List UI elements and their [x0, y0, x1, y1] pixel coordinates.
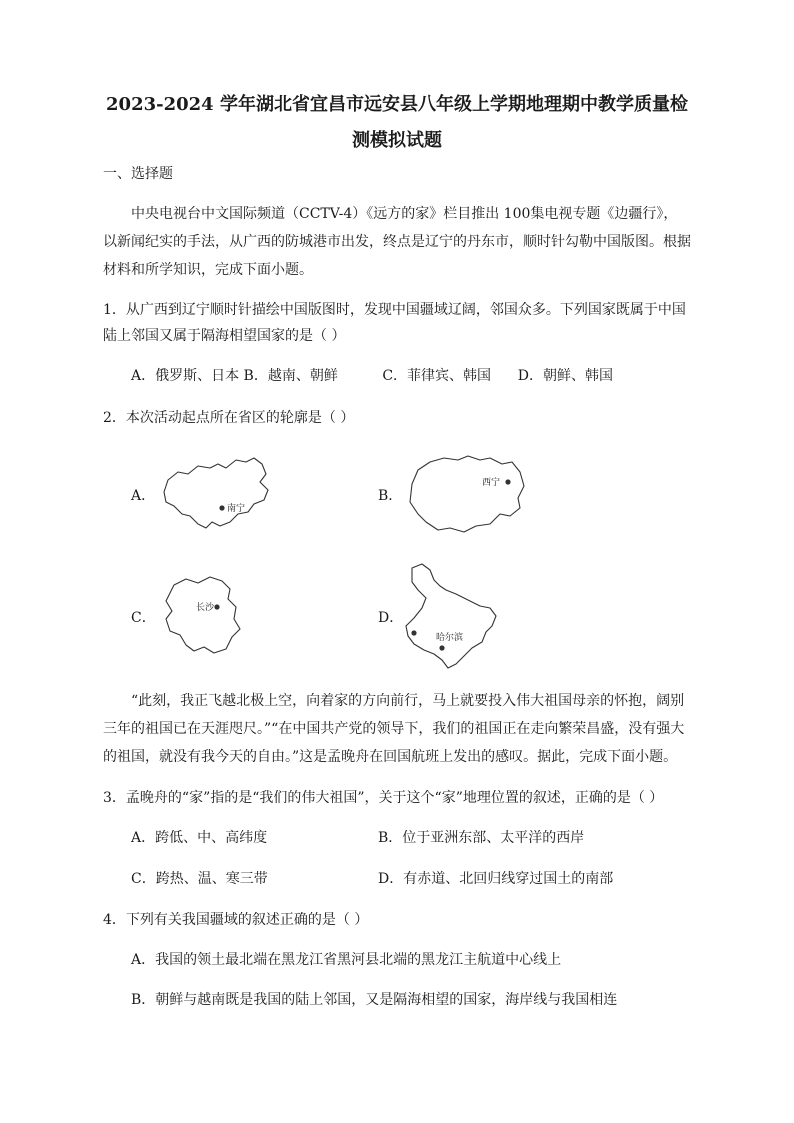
q3-option-b: B．位于亚洲东部、太平洋的西岸	[378, 830, 585, 846]
q3-option-c: C．跨热、温、寒三带	[131, 871, 268, 887]
q2-option-d-label: D．	[378, 610, 404, 626]
intro2-line: 的祖国，就没有我今天的自由。”这是孟晚舟在回国航班上发出的感叹。据此，完成下面小题。	[103, 749, 678, 765]
intro2-line: 三年的祖国已在天涯咫尺。”“在中国共产党的领导下，我们的祖国正在走向繁荣昌盛，没有强大	[103, 721, 685, 737]
guangxi-map-icon	[158, 456, 273, 531]
q1-stem-line: 陆上邻国又属于隔海相望国家的是（ ）	[103, 328, 346, 344]
exam-title-line1: 2023-2024 学年湖北省宜昌市远安县八年级上学期地理期中教学质量检	[106, 94, 688, 115]
q2-option-d-city: 哈尔滨	[436, 633, 464, 643]
q2-option-a-label: A．	[131, 488, 156, 504]
q2-option-c-label: C．	[131, 610, 156, 626]
hunan-map-icon	[160, 575, 255, 655]
intro1-line: 以新闻纪实的手法，从广西的防城港市出发，终点是辽宁的丹东市，顺时针勾勒中国版图。根据	[103, 234, 691, 250]
q4-option-b: B．朝鲜与越南既是我国的陆上邻国，又是隔海相望的国家，海岸线与我国相连	[131, 992, 618, 1008]
q4-option-a: A．我国的领土最北端在黑龙江省黑河县北端的黑龙江主航道中心线上	[131, 952, 562, 968]
q2-option-b-label: B．	[378, 488, 403, 504]
q2-option-a-city: 南宁	[227, 504, 246, 514]
q1-stem-line: 1．从广西到辽宁顺时针描绘中国版图时，发现中国疆域辽阔，邻国众多。下列国家既属于中国	[103, 302, 686, 318]
q3-option-a: A．跨低、中、高纬度	[131, 830, 268, 846]
q2-option-b-city: 西宁	[482, 478, 501, 488]
q3-option-d: D．有赤道、北回归线穿过国土的南部	[378, 871, 614, 887]
exam-title-line2: 测模拟试题	[352, 130, 442, 151]
q1-options: A．俄罗斯、日本 B．越南、朝鲜 C．菲律宾、韩国 D．朝鲜、韩国	[131, 368, 613, 384]
intro1-line: 中央电视台中文国际频道（CCTV-4）《远方的家》栏目推出 100集电视专题《边疆行》，	[131, 206, 678, 222]
q2-option-c-city: 长沙	[196, 603, 215, 613]
intro1-line: 材料和所学知识，完成下面小题。	[103, 262, 313, 278]
q4-stem: 4．下列有关我国疆域的叙述正确的是（ ）	[103, 912, 369, 928]
q2-stem: 2．本次活动起点所在省区的轮廓是（ ）	[103, 410, 355, 426]
heilongjiang-map-icon	[400, 560, 500, 672]
q3-stem: 3．孟晚舟的“家”指的是“我们的伟大祖国”，关于这个“家”地理位置的叙述，正确的是（ ）	[103, 790, 664, 806]
section-heading: 一、选择题	[103, 166, 173, 182]
qinghai-map-icon	[404, 454, 529, 536]
intro2-line: “此刻，我正飞越北极上空，向着家的方向前行，马上就要投入伟大祖国母亲的怀抱，阔别	[131, 693, 685, 709]
